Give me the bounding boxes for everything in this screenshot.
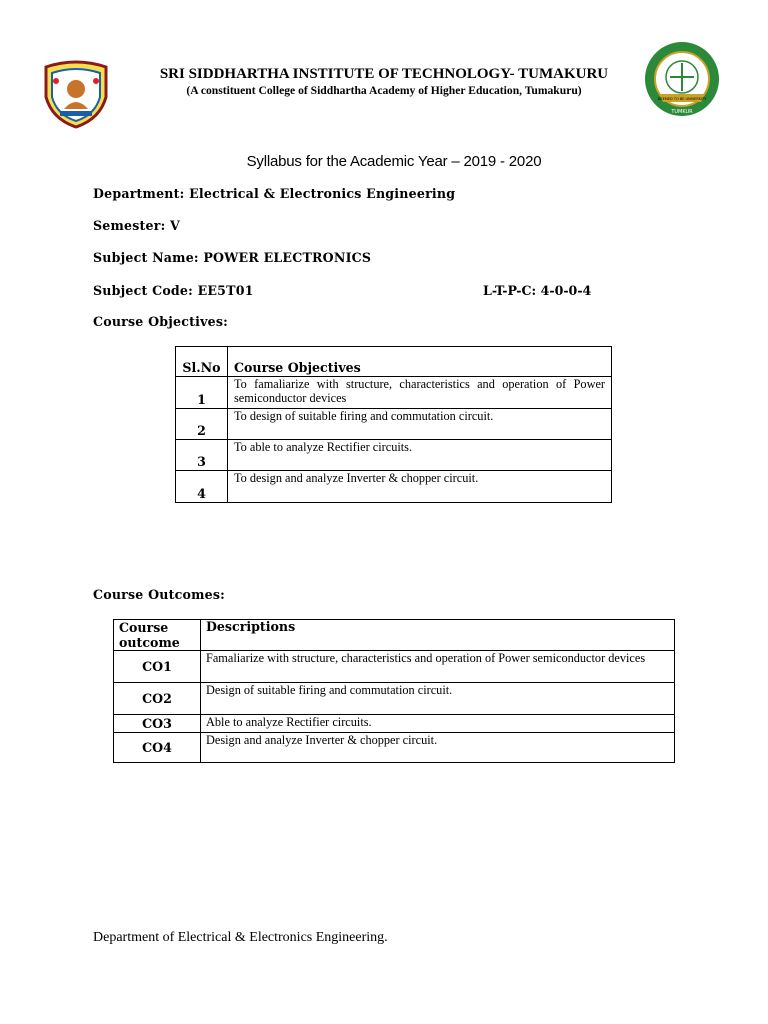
header-cell: Course outcome	[114, 620, 201, 651]
academy-seal-logo	[637, 40, 727, 118]
table-row	[176, 409, 612, 440]
course-objectives-heading: Course Objectives:	[93, 314, 228, 329]
header-cell: Descriptions	[201, 620, 675, 651]
subject-code-field: Subject Code: EE5T01	[93, 283, 254, 298]
semester-field: Semester: V	[93, 218, 181, 233]
table-row	[114, 651, 675, 683]
institute-emblem-logo	[40, 57, 112, 129]
row-number: 4	[176, 471, 228, 503]
table-row	[176, 377, 612, 409]
outcome-text: Design of suitable firing and commutation circuit.	[201, 683, 675, 715]
course-outcomes-table	[113, 619, 675, 763]
outcome-code: CO4	[114, 733, 201, 763]
seal-bottom-text: TUMKUR	[671, 109, 693, 115]
table-row	[176, 440, 612, 471]
outcome-code: CO2	[114, 683, 201, 715]
objective-text: To design of suitable firing and commutation circuit.	[228, 409, 612, 440]
row-number: 2	[176, 409, 228, 440]
outcome-code: CO1	[114, 651, 201, 683]
outcome-text: Famaliarize with structure, characteristics and operation of Power semiconductor devices	[201, 651, 675, 683]
department-field: Department: Electrical & Electronics Engineering	[93, 186, 456, 201]
header-cell: Course Objectives	[228, 347, 612, 377]
objective-text: To famaliarize with structure, characteristics and operation of Power semiconductor devices	[228, 377, 612, 409]
row-number: 3	[176, 440, 228, 471]
course-objectives-table	[175, 346, 612, 503]
objective-text: To design and analyze Inverter & chopper circuit.	[228, 471, 612, 503]
row-number: 1	[176, 377, 228, 409]
seal-ribbon-text: DEEMED TO BE UNIVERSITY	[657, 97, 707, 101]
ltpc-field: L-T-P-C: 4-0-0-4	[483, 283, 592, 298]
table-header-row	[176, 347, 612, 377]
footer-text: Department of Electrical & Electronics Engineering.	[93, 930, 388, 945]
objective-text: To able to analyze Rectifier circuits.	[228, 440, 612, 471]
table-row	[114, 733, 675, 763]
table-row	[114, 683, 675, 715]
outcome-text: Able to analyze Rectifier circuits.	[201, 715, 675, 733]
syllabus-title: Syllabus for the Academic Year – 2019 - 2020	[246, 153, 542, 170]
table-header-row	[114, 620, 675, 651]
outcome-text: Design and analyze Inverter & chopper circuit.	[201, 733, 675, 763]
institute-name: SRI SIDDHARTHA INSTITUTE OF TECHNOLOGY- TUMAKURU	[159, 66, 609, 82]
table-row	[114, 715, 675, 733]
header-cell: Sl.No	[176, 347, 228, 377]
outcome-code: CO3	[114, 715, 201, 733]
table-row	[176, 471, 612, 503]
institute-subtitle: (A constituent College of Siddhartha Academy of Higher Education, Tumakuru)	[186, 84, 582, 97]
subject-name-field: Subject Name: POWER ELECTRONICS	[93, 250, 372, 265]
course-outcomes-heading: Course Outcomes:	[93, 587, 225, 602]
